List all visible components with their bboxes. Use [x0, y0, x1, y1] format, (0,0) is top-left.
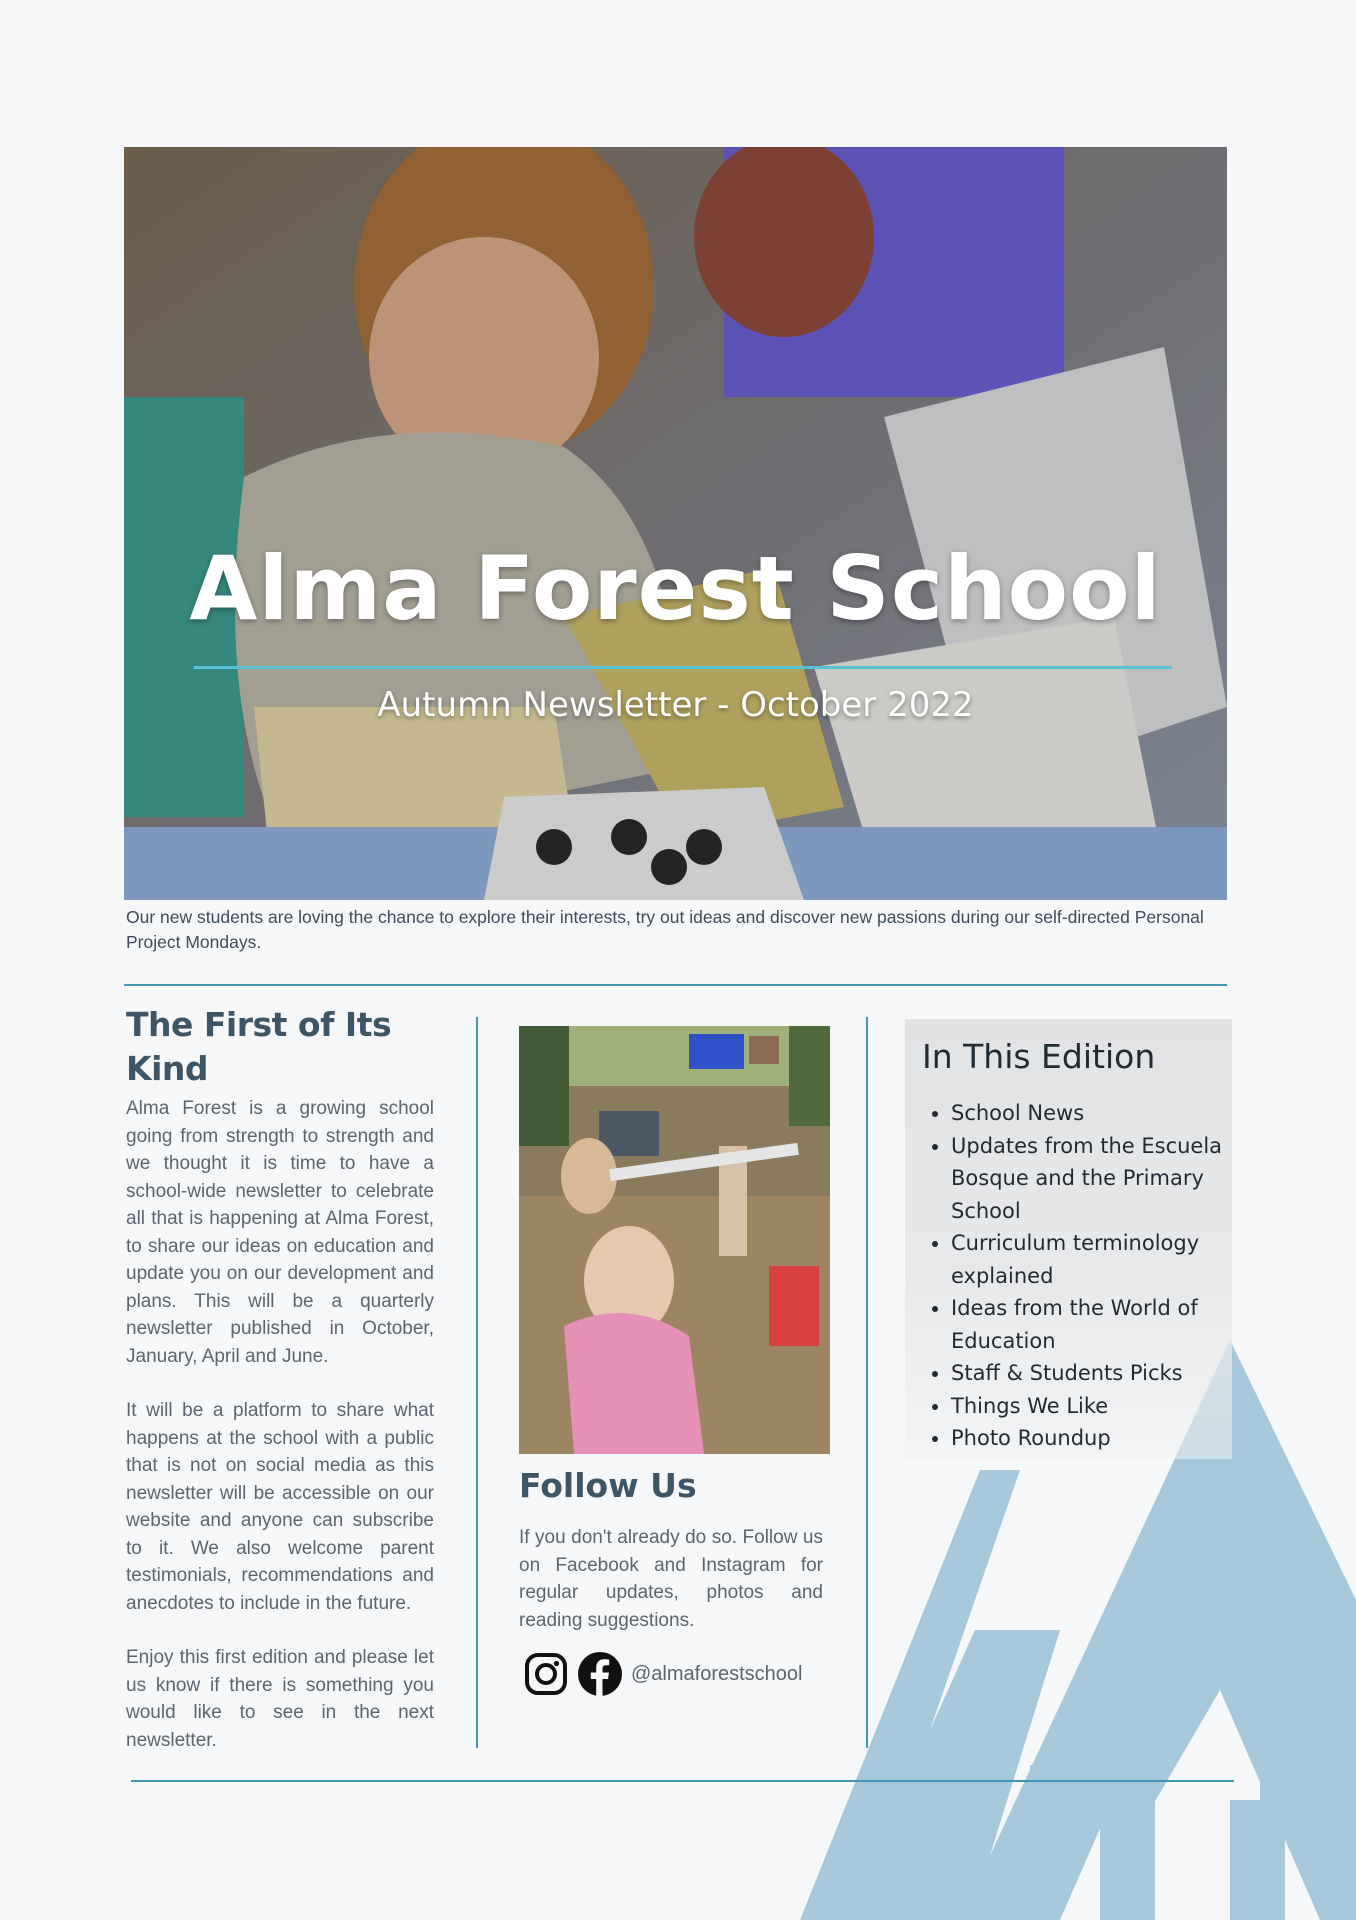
column-divider-right: [866, 1017, 868, 1748]
social-links: [523, 1650, 802, 1698]
section-divider-top: [124, 984, 1227, 986]
follow-us-text: If you don't already do so. Follow us on Facebook and Instagram for regular updates, photos and reading suggestions.: [519, 1527, 823, 1631]
list-item: • Photo Roundup: [951, 1422, 1256, 1455]
hero-banner: [124, 147, 1227, 900]
edition-heading: In This Edition: [922, 1037, 1156, 1076]
hero-photo: [124, 147, 1227, 900]
list-item: • Things We Like: [951, 1390, 1256, 1423]
instagram-icon[interactable]: [523, 1651, 569, 1697]
paragraph: It will be a platform to share what happens at the school with a public that is not on social media as this newsletter will be accessible on our website and anyone can subscribe to it. We also welcome parent testimonials, recommendations and anecdotes to include in the future.: [126, 1400, 434, 1614]
children-playing-photo: [519, 1026, 830, 1454]
list-item: • Updates from the Escuela Bosque and the Primary School: [951, 1130, 1256, 1228]
social-handle[interactable]: @almaforestschool: [631, 1662, 803, 1685]
paragraph: Enjoy this first edition and please let us know if there is something you would like to see in the next newsletter.: [126, 1647, 434, 1751]
follow-us-heading: Follow Us: [519, 1466, 697, 1505]
facebook-icon[interactable]: [577, 1651, 623, 1697]
hero-caption: Our new students are loving the chance to explore their interests, try out ideas and discover new passions during our self-directed Personal Project Mondays.: [126, 907, 1204, 952]
section-heading: The First of Its Kind: [126, 1005, 392, 1088]
first-of-its-kind-section: [126, 1003, 434, 1781]
list-item: • Curriculum terminology explained: [951, 1227, 1256, 1292]
paragraph: Alma Forest is a growing school going from strength to strength and we thought it is time to have a school-wide newsletter to celebrate all that is happening at Alma Forest, to share our ideas on education and update you on our development and plans. This will be a quarterly newsletter published in October, January, April and June.: [126, 1098, 434, 1367]
column-divider-left: [476, 1017, 478, 1748]
newsletter-subtitle: Autumn Newsletter - October 2022: [377, 685, 974, 725]
list-item: • Ideas from the World of Education: [951, 1292, 1256, 1357]
in-this-edition-box: [905, 1019, 1232, 1459]
school-title: Alma Forest School: [189, 537, 1162, 640]
list-item: • School News: [951, 1097, 1256, 1130]
list-item: • Staff & Students Picks: [951, 1357, 1256, 1390]
title-divider: [194, 666, 1172, 669]
edition-list: [922, 1097, 1256, 1455]
